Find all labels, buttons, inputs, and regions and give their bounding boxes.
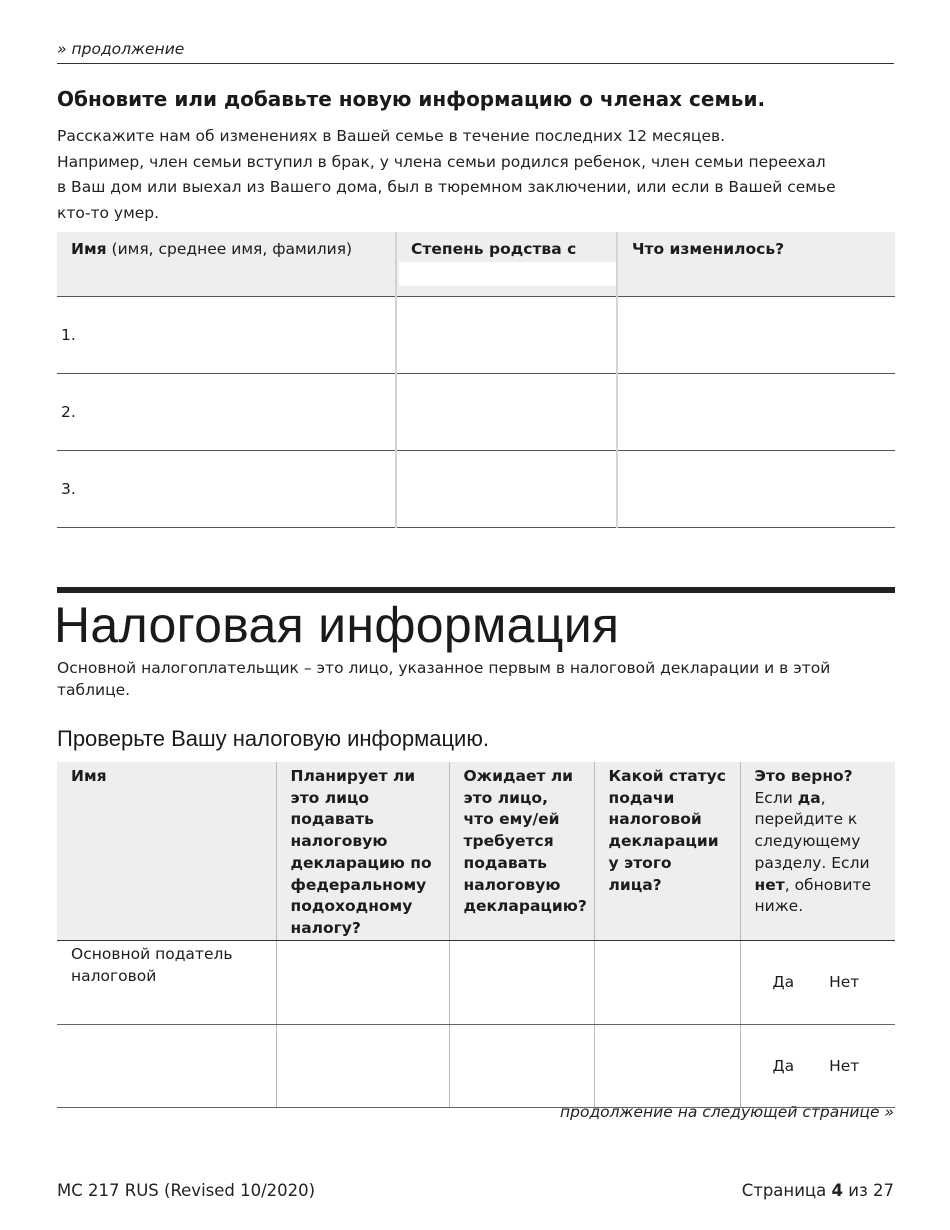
no-option[interactable]: Нет bbox=[829, 973, 860, 992]
page-number: Страница 4 из 27 bbox=[741, 1181, 894, 1200]
expects-required-cell[interactable] bbox=[449, 1024, 594, 1107]
plans-to-file-cell[interactable] bbox=[276, 940, 449, 1024]
table-row bbox=[57, 297, 895, 374]
no-option[interactable]: Нет bbox=[829, 1056, 860, 1075]
table-header-row bbox=[57, 762, 895, 940]
table-row bbox=[57, 374, 895, 451]
header-is-correct: Это верно? Если да, перейдите к следующему разделу. Если нет, обновите ниже. bbox=[740, 762, 895, 940]
table-row bbox=[57, 940, 895, 1024]
name-cell[interactable]: 2. bbox=[57, 374, 396, 451]
what-changed-cell[interactable] bbox=[617, 451, 895, 528]
yes-option[interactable]: Да bbox=[772, 973, 795, 992]
header-name: Имя (имя, среднее имя, фамилия) bbox=[57, 232, 396, 297]
yes-no-cell bbox=[740, 1024, 895, 1107]
header-name: Имя bbox=[57, 762, 276, 940]
name-cell[interactable]: 3. bbox=[57, 451, 396, 528]
yes-option[interactable]: Да bbox=[772, 1056, 795, 1075]
filing-status-cell[interactable] bbox=[594, 940, 740, 1024]
family-paragraph-line: кто-то умер. bbox=[57, 203, 160, 222]
table-header-row bbox=[57, 232, 895, 297]
relationship-input-strip[interactable] bbox=[399, 262, 616, 286]
family-paragraph bbox=[57, 124, 894, 226]
header-filing-status: Какой статус подачи налоговой декларации у этого лица? bbox=[594, 762, 740, 940]
expects-required-cell[interactable] bbox=[449, 940, 594, 1024]
name-cell[interactable] bbox=[57, 1024, 276, 1107]
header-expects-required: Ожидает ли это лицо, что ему/ей требуется подавать налоговую декларацию? bbox=[449, 762, 594, 940]
relationship-cell[interactable] bbox=[396, 297, 617, 374]
filing-status-cell[interactable] bbox=[594, 1024, 740, 1107]
section-divider bbox=[57, 587, 895, 593]
tax-intro: Основной налогоплательщик – это лицо, указанное первым в налоговой декларации и в этой таблице. bbox=[57, 659, 831, 699]
plans-to-file-cell[interactable] bbox=[276, 1024, 449, 1107]
top-divider bbox=[57, 63, 894, 64]
header-what-changed: Что изменилось? bbox=[617, 232, 895, 297]
tax-subtitle: Проверьте Вашу налоговую информацию. bbox=[57, 726, 489, 751]
table-row bbox=[57, 451, 895, 528]
table-row bbox=[57, 1024, 895, 1107]
what-changed-cell[interactable] bbox=[617, 297, 895, 374]
continued-next-label: продолжение на следующей странице » bbox=[559, 1103, 894, 1121]
family-paragraph-line: в Ваш дом или выехал из Вашего дома, был в тюремном заключении, или если в Вашей семье bbox=[57, 178, 836, 196]
name-cell[interactable]: 1. bbox=[57, 297, 396, 374]
header-plans-to-file: Планирует ли это лицо подавать налоговую декларацию по федеральному подоходному налогу? bbox=[276, 762, 449, 940]
form-id: MC 217 RUS (Revised 10/2020) bbox=[57, 1181, 316, 1200]
relationship-cell[interactable] bbox=[396, 451, 617, 528]
tax-section-heading: Налоговая информация bbox=[54, 597, 620, 653]
yes-no-cell bbox=[740, 940, 895, 1024]
family-paragraph-line: Например, член семьи вступил в брак, у члена семьи родился ребенок, член семьи переехал bbox=[57, 152, 826, 171]
primary-filer-label: Основной податель налоговой bbox=[71, 944, 233, 985]
name-cell[interactable] bbox=[57, 940, 276, 1024]
what-changed-cell[interactable] bbox=[617, 374, 895, 451]
continued-label: » продолжение bbox=[57, 40, 185, 58]
header-relationship: Степень родства с bbox=[396, 232, 617, 297]
tax-info-table bbox=[57, 762, 895, 1108]
family-paragraph-line: Расскажите нам об изменениях в Вашей семье в течение последних 12 месяцев. bbox=[57, 127, 726, 145]
family-section-title: Обновите или добавьте новую информацию о членах семьи. bbox=[57, 87, 766, 111]
family-changes-table bbox=[57, 232, 895, 528]
relationship-cell[interactable] bbox=[396, 374, 617, 451]
